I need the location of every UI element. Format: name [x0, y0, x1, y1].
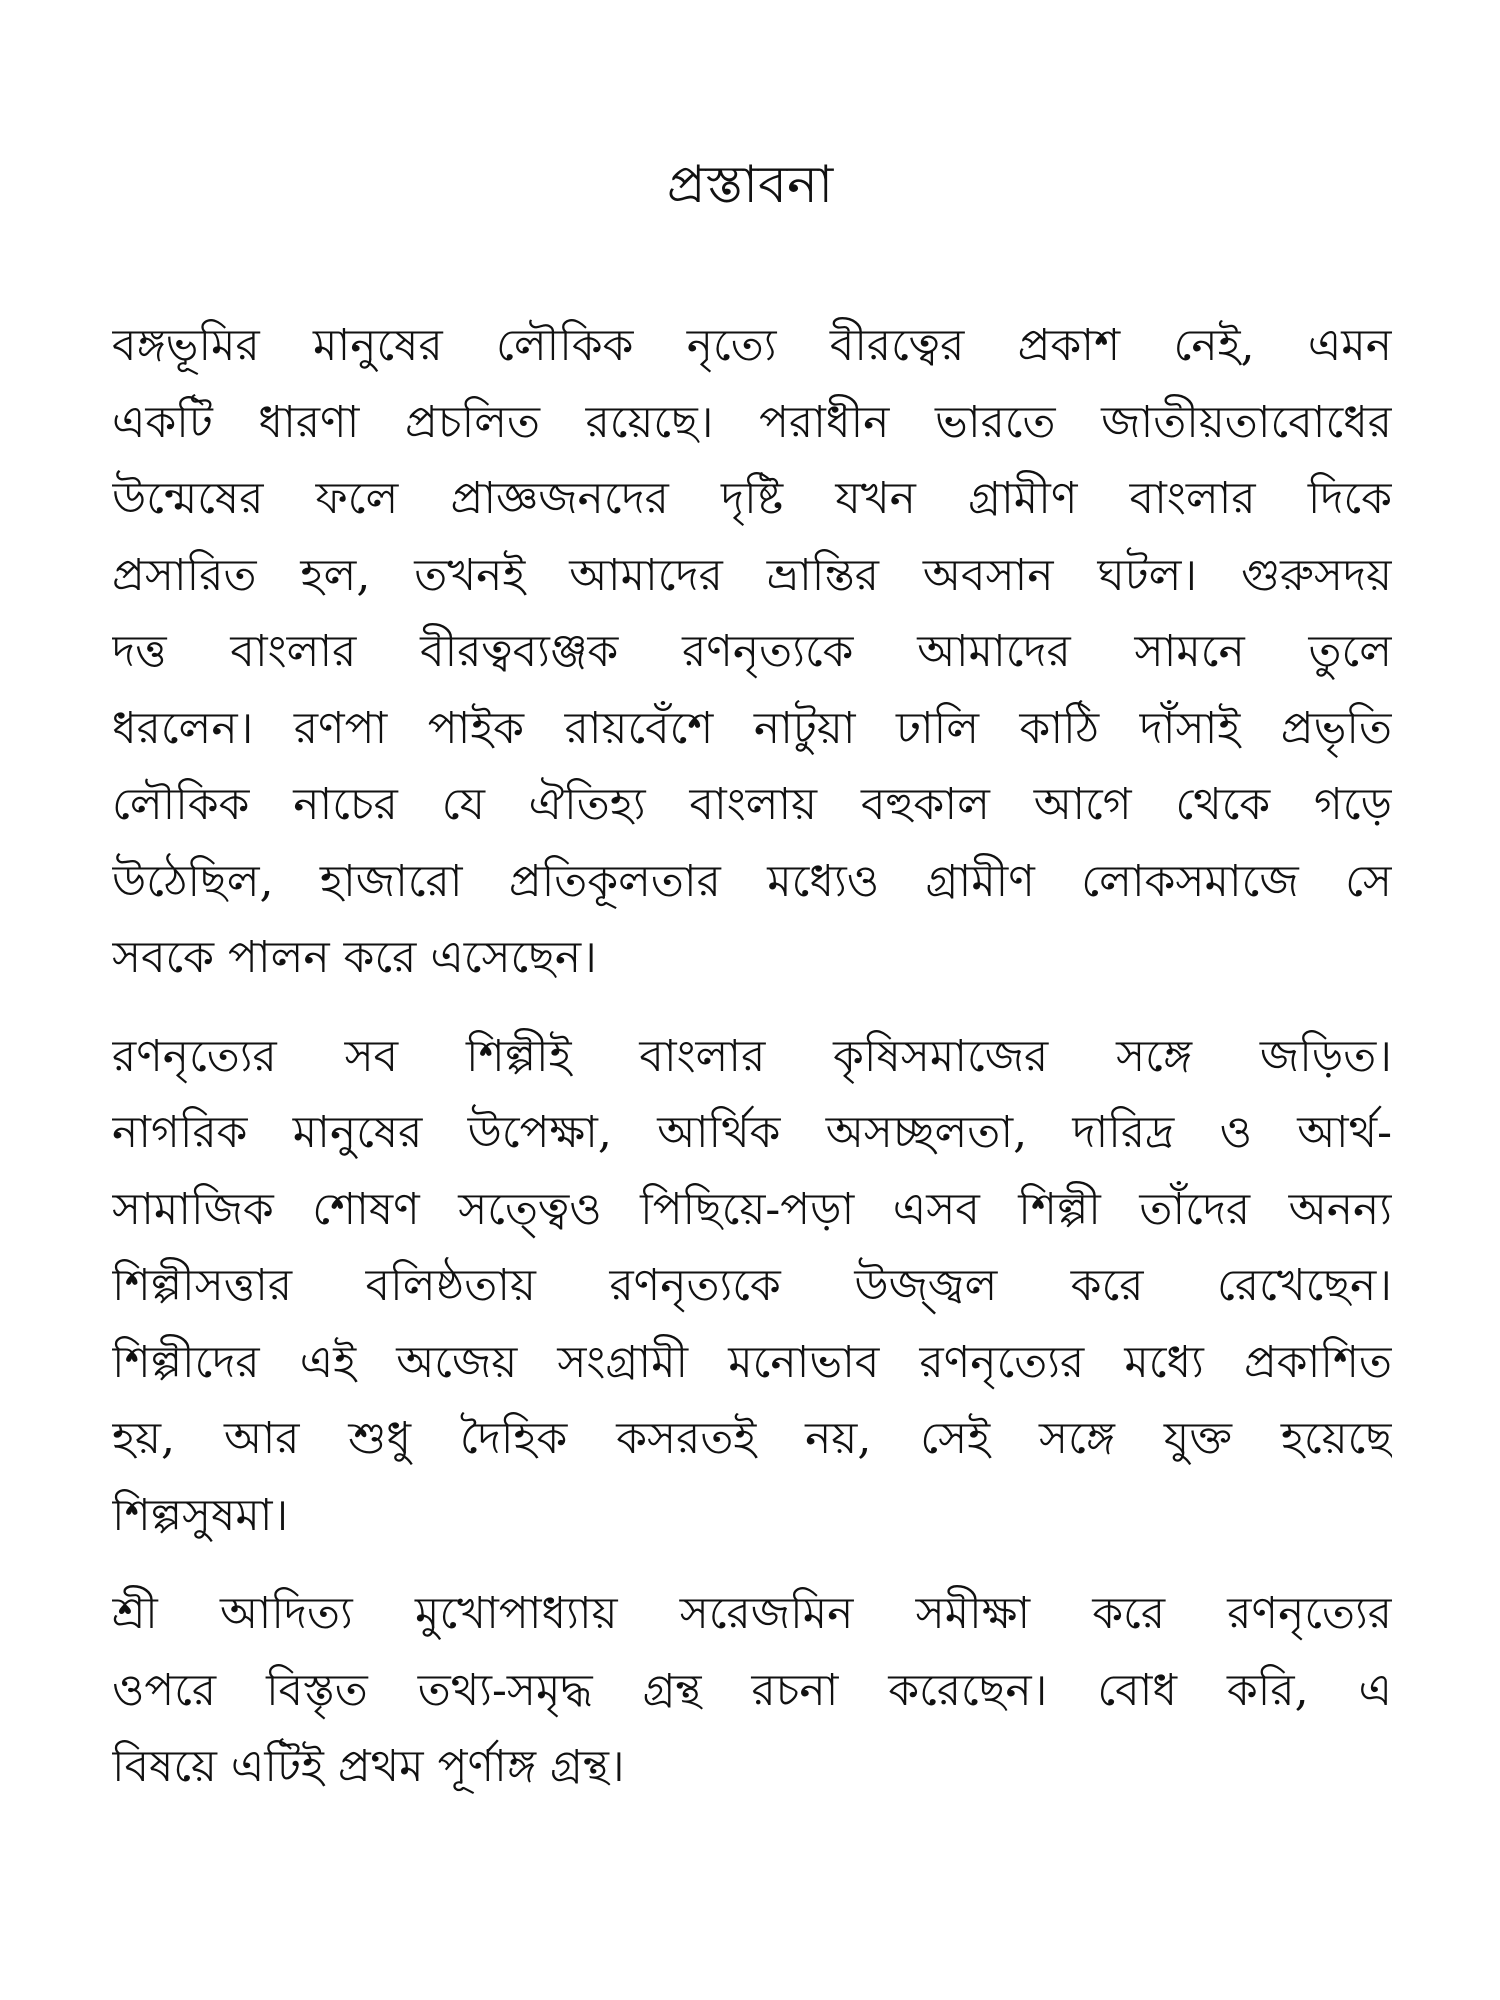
paragraph-2: [112, 1019, 1392, 1555]
text-line: লৌকিক নাচের যে ঐতিহ্য বাংলায় বহুকাল আগে থেকে গড়ে: [112, 779, 1392, 830]
text-line: নাগরিক মানুষের উপেক্ষা, আর্থিক অসচ্ছলতা, দারিদ্র ও আর্থ-: [112, 1107, 1392, 1158]
body-text: [112, 308, 1392, 1828]
paragraph-1: [112, 308, 1392, 997]
text-line: উঠেছিল, হাজারো প্রতিকূলতার মধ্যেও গ্রামীণ লোকসমাজে সে: [112, 855, 1392, 907]
text-line: বঙ্গভূমির মানুষের লৌকিক নৃত্যে বীরত্বের প্রকাশ নেই, এমন: [112, 320, 1392, 371]
page-title: প্রস্তাবনা: [666, 155, 834, 215]
paragraph-3: [112, 1576, 1392, 1806]
text-line: সবকে পালন করে এসেছেন।: [112, 932, 597, 983]
text-line: প্রসারিত হল, তখনই আমাদের ভ্রান্তির অবসান ঘটল। গুরুসদয়: [112, 549, 1392, 601]
text-line: বিষয়ে এটিই প্রথম পূর্ণাঙ্গ গ্রন্থ।: [112, 1741, 625, 1792]
text-line: ওপরে বিস্তৃত তথ্য-সমৃদ্ধ গ্রন্থ রচনা করেছেন। বোধ করি, এ: [112, 1664, 1392, 1716]
text-line: শ্রী আদিত্য মুখোপাধ্যায় সরেজমিন সমীক্ষা করে রণনৃত্যের: [112, 1588, 1392, 1639]
text-line: সামাজিক শোষণ সত্ত্বেও পিছিয়ে-পড়া এসব শিল্পী তাঁদের অনন্য: [112, 1183, 1392, 1235]
text-line: রণনৃত্যের সব শিল্পীই বাংলার কৃষিসমাজের সঙ্গে জড়িত।: [112, 1030, 1392, 1082]
text-line: শিল্পীসত্তার বলিষ্ঠতায় রণনৃত্যকে উজ্জ্বল করে রেখেছেন।: [112, 1260, 1392, 1311]
text-line: শিল্পীদের এই অজেয় সংগ্রামী মনোভাব রণনৃত্যের মধ্যে প্রকাশিত: [112, 1336, 1392, 1388]
text-line: উন্মেষের ফলে প্রাজ্ঞজনদের দৃষ্টি যখন গ্রামীণ বাংলার দিকে: [112, 473, 1392, 524]
text-line: দত্ত বাংলার বীরত্বব্যঞ্জক রণনৃত্যকে আমাদের সামনে তুলে: [112, 626, 1392, 677]
text-line: একটি ধারণা প্রচলিত রয়েছে। পরাধীন ভারতে জাতীয়তাবোধের: [112, 396, 1392, 448]
text-line: শিল্পসুষমা।: [112, 1489, 289, 1541]
text-line: হয়, আর শুধু দৈহিক কসরতই নয়, সেই সঙ্গে যুক্ত হয়েছে: [112, 1413, 1392, 1464]
text-line: ধরলেন। রণপা পাইক রায়বেঁশে নাটুয়া ঢালি কাঠি দাঁসাই প্রভৃতি: [112, 702, 1392, 754]
